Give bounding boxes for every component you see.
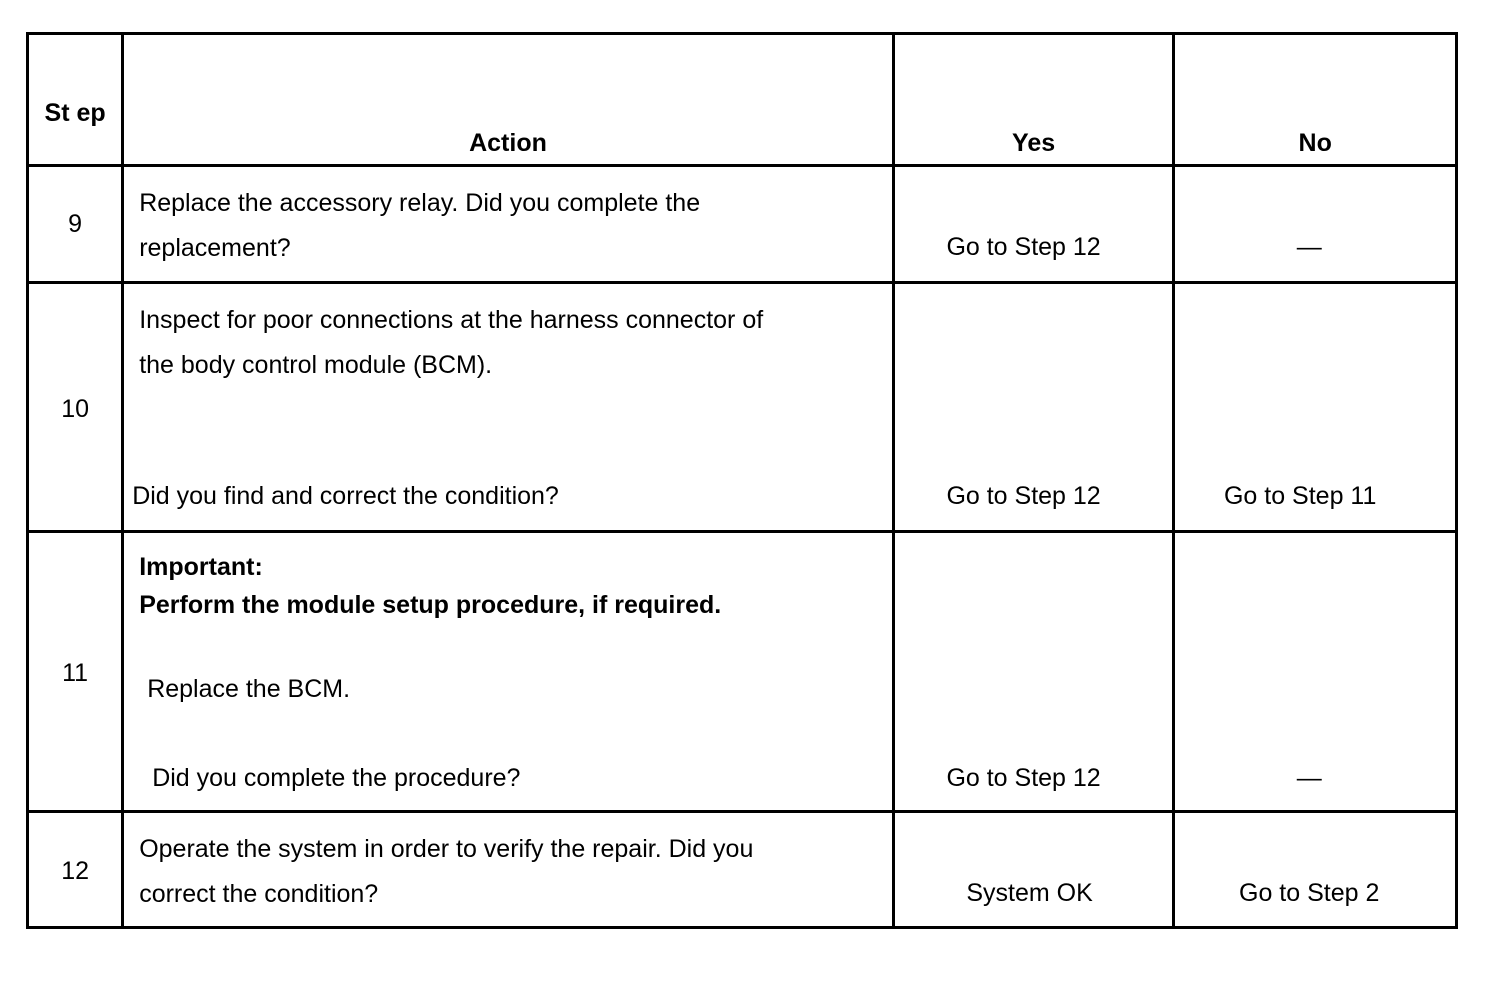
action-text-line: Replace the accessory relay. Did you complete the: [139, 189, 701, 217]
step-cell: [28, 166, 123, 283]
important-label: Important:: [139, 553, 263, 581]
action-cell: [123, 166, 894, 283]
step-cell: [28, 532, 123, 812]
yes-result: Go to Step 12: [946, 764, 1101, 792]
diagnostic-table: [26, 32, 1458, 929]
step-number: 9: [68, 210, 83, 238]
yes-result: Go to Step 12: [946, 233, 1101, 261]
no-cell: [1174, 283, 1457, 532]
action-question: Did you find and correct the condition?: [132, 482, 559, 510]
no-cell: [1174, 812, 1457, 928]
step-number: 11: [62, 659, 89, 687]
no-cell: [1174, 532, 1457, 812]
header-step: St ep: [44, 99, 106, 127]
no-result: —: [1296, 233, 1322, 261]
yes-cell: [893, 166, 1174, 283]
no-result: Go to Step 2: [1239, 879, 1380, 907]
step-cell: [28, 812, 123, 928]
table-row: [28, 532, 1457, 812]
action-cell: [123, 812, 894, 928]
header-yes: Yes: [1012, 129, 1056, 157]
action-text-line: Operate the system in order to verify the repair. Did you: [139, 835, 754, 863]
step-cell: [28, 283, 123, 532]
yes-cell: [893, 283, 1174, 532]
header-no-cell: [1174, 34, 1457, 166]
action-text-line: replacement?: [139, 234, 291, 262]
action-text-line: correct the condition?: [139, 880, 379, 908]
table-row: [28, 812, 1457, 928]
action-text-line: Inspect for poor connections at the harness connector of: [139, 306, 764, 334]
action-text-line: the body control module (BCM).: [139, 351, 493, 379]
step-number: 10: [61, 395, 89, 423]
step-number: 12: [61, 857, 89, 885]
header-no: No: [1298, 129, 1332, 157]
table-row: [28, 283, 1457, 532]
header-step-cell: [28, 34, 123, 166]
no-result: Go to Step 11: [1223, 482, 1377, 510]
header-action-cell: [123, 34, 894, 166]
header-yes-cell: [893, 34, 1174, 166]
yes-result: Go to Step 12: [946, 482, 1101, 510]
header-action: Action: [469, 129, 547, 157]
table-row: [28, 166, 1457, 283]
action-instruction: Replace the BCM.: [147, 675, 351, 703]
important-text: Perform the module setup procedure, if required.: [139, 591, 722, 619]
yes-result: System OK: [966, 879, 1093, 907]
action-cell: [123, 532, 894, 812]
no-result: —: [1296, 764, 1322, 792]
yes-cell: [893, 532, 1174, 812]
no-cell: [1174, 166, 1457, 283]
action-question: Did you complete the procedure?: [152, 764, 521, 792]
header-row: [28, 34, 1457, 166]
action-cell: [123, 283, 894, 532]
yes-cell: [893, 812, 1174, 928]
